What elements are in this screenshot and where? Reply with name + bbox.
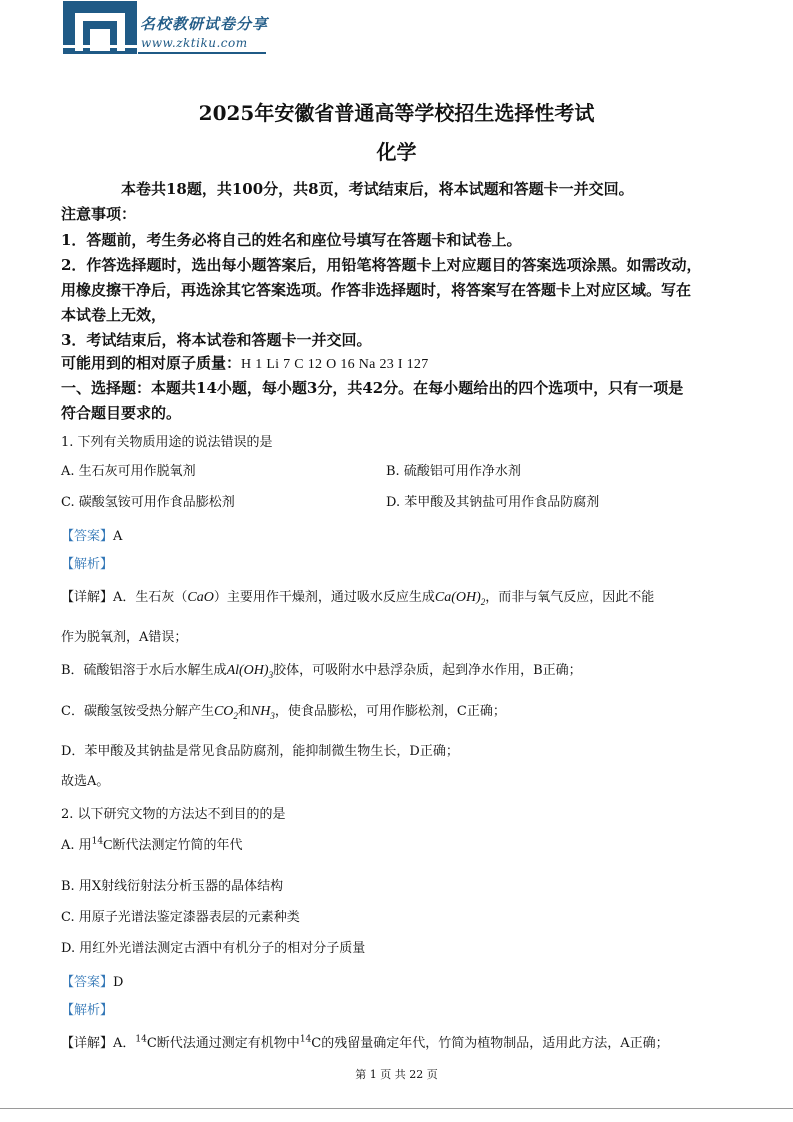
logo-url: www.zktiku.com <box>141 36 248 50</box>
logo-text: 名校教研试卷分享 <box>140 15 269 33</box>
formula-co2: $CO_2$ <box>213 704 238 721</box>
q1-option-a: A. 生石灰可用作脱氧剂 <box>61 464 196 479</box>
exam-intro: 本卷共18题，共100分，共8页，考试结束后，将本试题和答题卡一并交回。 <box>121 180 634 198</box>
note-2-line-2: 用橡皮擦干净后，再选涂其它答案选项。作答非选择题时，将答案写在答题卡上对应区域。写在 <box>61 281 692 299</box>
formula-nh3: $NH_3$ <box>250 704 275 721</box>
note-1: 1．答题前，考生务必将自己的姓名和座位号填写在答题卡和试卷上。 <box>61 231 522 249</box>
q1-answer-value: A <box>113 529 123 544</box>
q1-option-c: C. 碳酸氢铵可用作食品膨松剂 <box>61 495 235 510</box>
notes-heading: 注意事项： <box>61 205 137 223</box>
q2-detail-label: 【详解】 <box>61 1036 114 1051</box>
q1-detail-a: 【详解】A．生石灰（CaO）主要用作干燥剂，通过吸水反应生成$Ca(OH)_2$，而非与氧气反应，因此不能 <box>61 590 655 607</box>
atomic-mass-line <box>61 352 429 373</box>
section-1-line-1: 一、选择题：本题共14小题，每小题3分，共42分。在每小题给出的四个选项中，只有一项是 <box>61 379 684 397</box>
formula-aloh3: $Al(OH)_3$ <box>226 663 274 680</box>
q2-option-c: C. 用原子光谱法鉴定漆器表层的元素种类 <box>61 910 300 925</box>
note-3: 3．考试结束后，将本试卷和答题卡一并交回。 <box>61 331 372 349</box>
q2-detail-a: 【详解】A．$^{14}$C断代法通过测定有机物中$^{14}$C的残留量确定年代，竹简为植物制品，适用此方法，A正确； <box>61 1034 669 1051</box>
formula-caoh2: $Ca(OH)_2$ <box>434 590 486 607</box>
q2-option-a: A. 用$^{14}$C断代法测定竹简的年代 <box>61 836 243 853</box>
section-1-line-2: 符合题目要求的。 <box>61 404 182 422</box>
q1-conclusion: 故选A。 <box>61 774 110 789</box>
q1-answer <box>61 525 122 544</box>
note-2-line-1: 2．作答选择题时，选出每小题答案后，用铅笔将答题卡上对应题目的答案选项涂黑。如需改动， <box>61 256 702 274</box>
q1-detail-label: 【详解】 <box>61 590 114 605</box>
logo-underline <box>138 52 266 54</box>
q2-analysis-label: 【解析】 <box>61 1003 114 1018</box>
q1-option-d: D. 苯甲酸及其钠盐可用作食品防腐剂 <box>386 495 600 510</box>
q2-stem: 2. 以下研究文物的方法达不到目的的是 <box>61 807 286 822</box>
q2-option-b: B. 用X射线衍射法分析玉器的晶体结构 <box>61 879 284 894</box>
q1-option-b: B. 硫酸铝可用作净水剂 <box>386 464 521 479</box>
q1-detail-a-cont: 作为脱氧剂，A错误； <box>61 630 188 645</box>
subject-title: 化学 <box>376 140 417 164</box>
q1-detail-d: D．苯甲酸及其钠盐是常见食品防腐剂，能抑制微生物生长，D正确； <box>61 744 459 759</box>
q1-detail-b: B．硫酸铝溶于水后水解生成$Al(OH)_3$胶体，可吸附水中悬浮杂质，起到净水作用，B正确； <box>61 663 582 680</box>
atomic-mass-label: 可能用到的相对原子质量： <box>61 354 242 372</box>
logo-emblem <box>63 1 137 54</box>
q2-answer <box>61 971 123 990</box>
q1-answer-label: 【答案】 <box>61 529 114 544</box>
q1-analysis-label: 【解析】 <box>61 557 114 572</box>
q1-detail-c: C．碳酸氢铵受热分解产生$CO_2$和$NH_3$，使食品膨松，可用作膨松剂，C正确； <box>61 704 506 721</box>
footer-divider <box>0 1108 793 1109</box>
q1-stem: 1. 下列有关物质用途的说法错误的是 <box>61 435 273 450</box>
q2-answer-value: D <box>113 975 124 990</box>
page-number: 第 1 页 共 22 页 <box>355 1068 438 1081</box>
exam-title: 2025年安徽省普通高等学校招生选择性考试 <box>198 101 595 125</box>
note-2-line-3: 本试卷上无效， <box>61 306 167 324</box>
q2-option-d: D. 用红外光谱法测定古酒中有机分子的相对分子质量 <box>61 941 366 956</box>
q2-answer-label: 【答案】 <box>61 975 114 990</box>
formula-cao: CaO <box>187 590 214 605</box>
atomic-mass-values: H 1 Li 7 C 12 O 16 Na 23 I 127 <box>241 357 429 372</box>
